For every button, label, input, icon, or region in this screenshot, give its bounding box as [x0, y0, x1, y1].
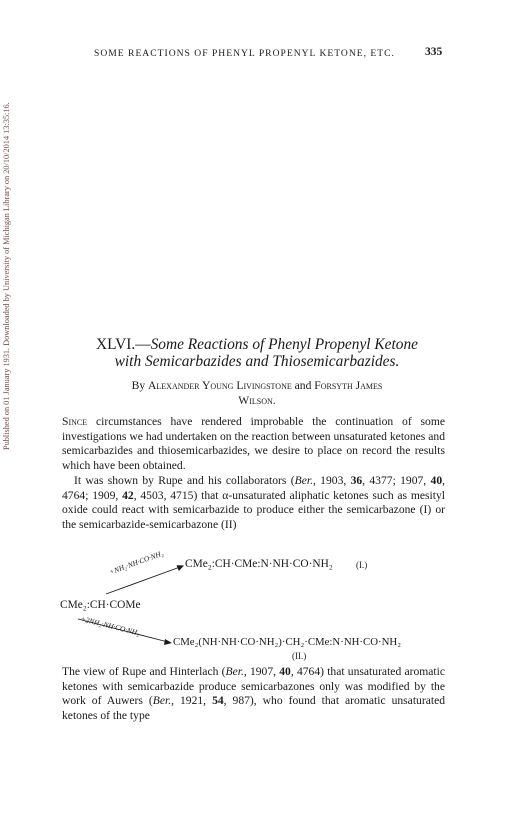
paragraph-hinterlach	[62, 665, 445, 723]
title-text-1: Some Reactions of Phenyl Propenyl Ketone	[150, 336, 418, 353]
reaction-scheme	[60, 548, 460, 664]
text-run: , 987), who found that aromatic unsaturated ketones of the type	[62, 694, 446, 722]
product-lower: CMe₂(NH·NH·CO·NH₂)·CH₂·CMe:N·NH·CO·NH₂	[173, 636, 401, 648]
byline-line-1	[62, 379, 452, 394]
label-upper: (I.)	[356, 560, 368, 570]
title-line-1	[62, 336, 452, 353]
author-1: Alexander Young Livingstone	[148, 379, 292, 392]
journal-abbrev: Ber.	[225, 665, 244, 678]
text-run: The view of Rupe and Hinterlach (	[62, 665, 226, 678]
author-byline	[62, 379, 452, 408]
volume-number: 40	[279, 665, 291, 678]
text-run: , 1907,	[243, 665, 280, 678]
article-number: XLVI.—	[96, 336, 151, 353]
journal-abbrev: Ber.	[294, 474, 313, 487]
text-run: , 4377; 1907,	[362, 474, 431, 487]
reagent-upper: +NH₂·NH·CO·NH₂	[108, 548, 165, 577]
watermark-text: Published on 01 January 1931. Downloaded by University of Michigan Library on 20/10/2014 13:35:16.	[2, 102, 11, 450]
label-lower: (II.)	[292, 651, 307, 661]
volume-number: 36	[350, 474, 363, 487]
volume-number: 40	[430, 474, 443, 487]
running-title: SOME REACTIONS OF PHENYL PROPENYL KETONE, ETC.	[94, 48, 395, 59]
text-run: , 4764) that unsaturated aromatic ketones with semicarbazide produce semicarbazones only was modified by the work of Auwers (	[62, 665, 446, 708]
volume-number: 42	[122, 488, 134, 502]
paragraph-intro-text: circumstances have rendered improbable the continuation of some investigations we had undertaken on the reaction between unsaturated ketones and semicarbazides and thiosemicarbazides, we desire to place on record the results which have been obtained.	[62, 415, 445, 472]
text-run: , 4503, 4715) that α-unsaturated aliphatic ketones such as mesityl oxide could react with semicarbazide to produce either the semicarbazone (I) or the semicarbazide-semicarbazone (II)	[62, 488, 445, 531]
journal-abbrev: Ber.	[152, 694, 172, 708]
paragraph-rupe	[62, 474, 445, 532]
article-title	[62, 336, 452, 370]
reactant-formula: CMe₂:CH·COMe	[60, 599, 141, 611]
text-run: It was shown by Rupe and his collaborators (	[74, 474, 295, 487]
reagent-lower: +2NH₂·NH·CO·NH₂	[79, 614, 141, 638]
title-line-2: with Semicarbazides and Thiosemicarbazides.	[114, 353, 400, 370]
drop-word: Since	[62, 415, 88, 428]
author-2-first: Forsyth James	[314, 379, 383, 392]
text-run: , 4764; 1909,	[62, 474, 446, 502]
lower-arrowhead	[164, 639, 172, 645]
text-run: , 1903,	[312, 474, 351, 487]
paragraph-intro	[62, 415, 445, 473]
author-2-last: Wilson.	[238, 393, 276, 407]
page-number: 335	[425, 46, 443, 58]
byline-by: By	[131, 379, 146, 392]
product-upper: CMe₂:CH·CMe:N·NH·CO·NH₂	[185, 558, 333, 570]
byline-and: and	[294, 379, 312, 392]
text-run: , 1921,	[171, 694, 213, 708]
volume-number: 54	[212, 694, 224, 708]
